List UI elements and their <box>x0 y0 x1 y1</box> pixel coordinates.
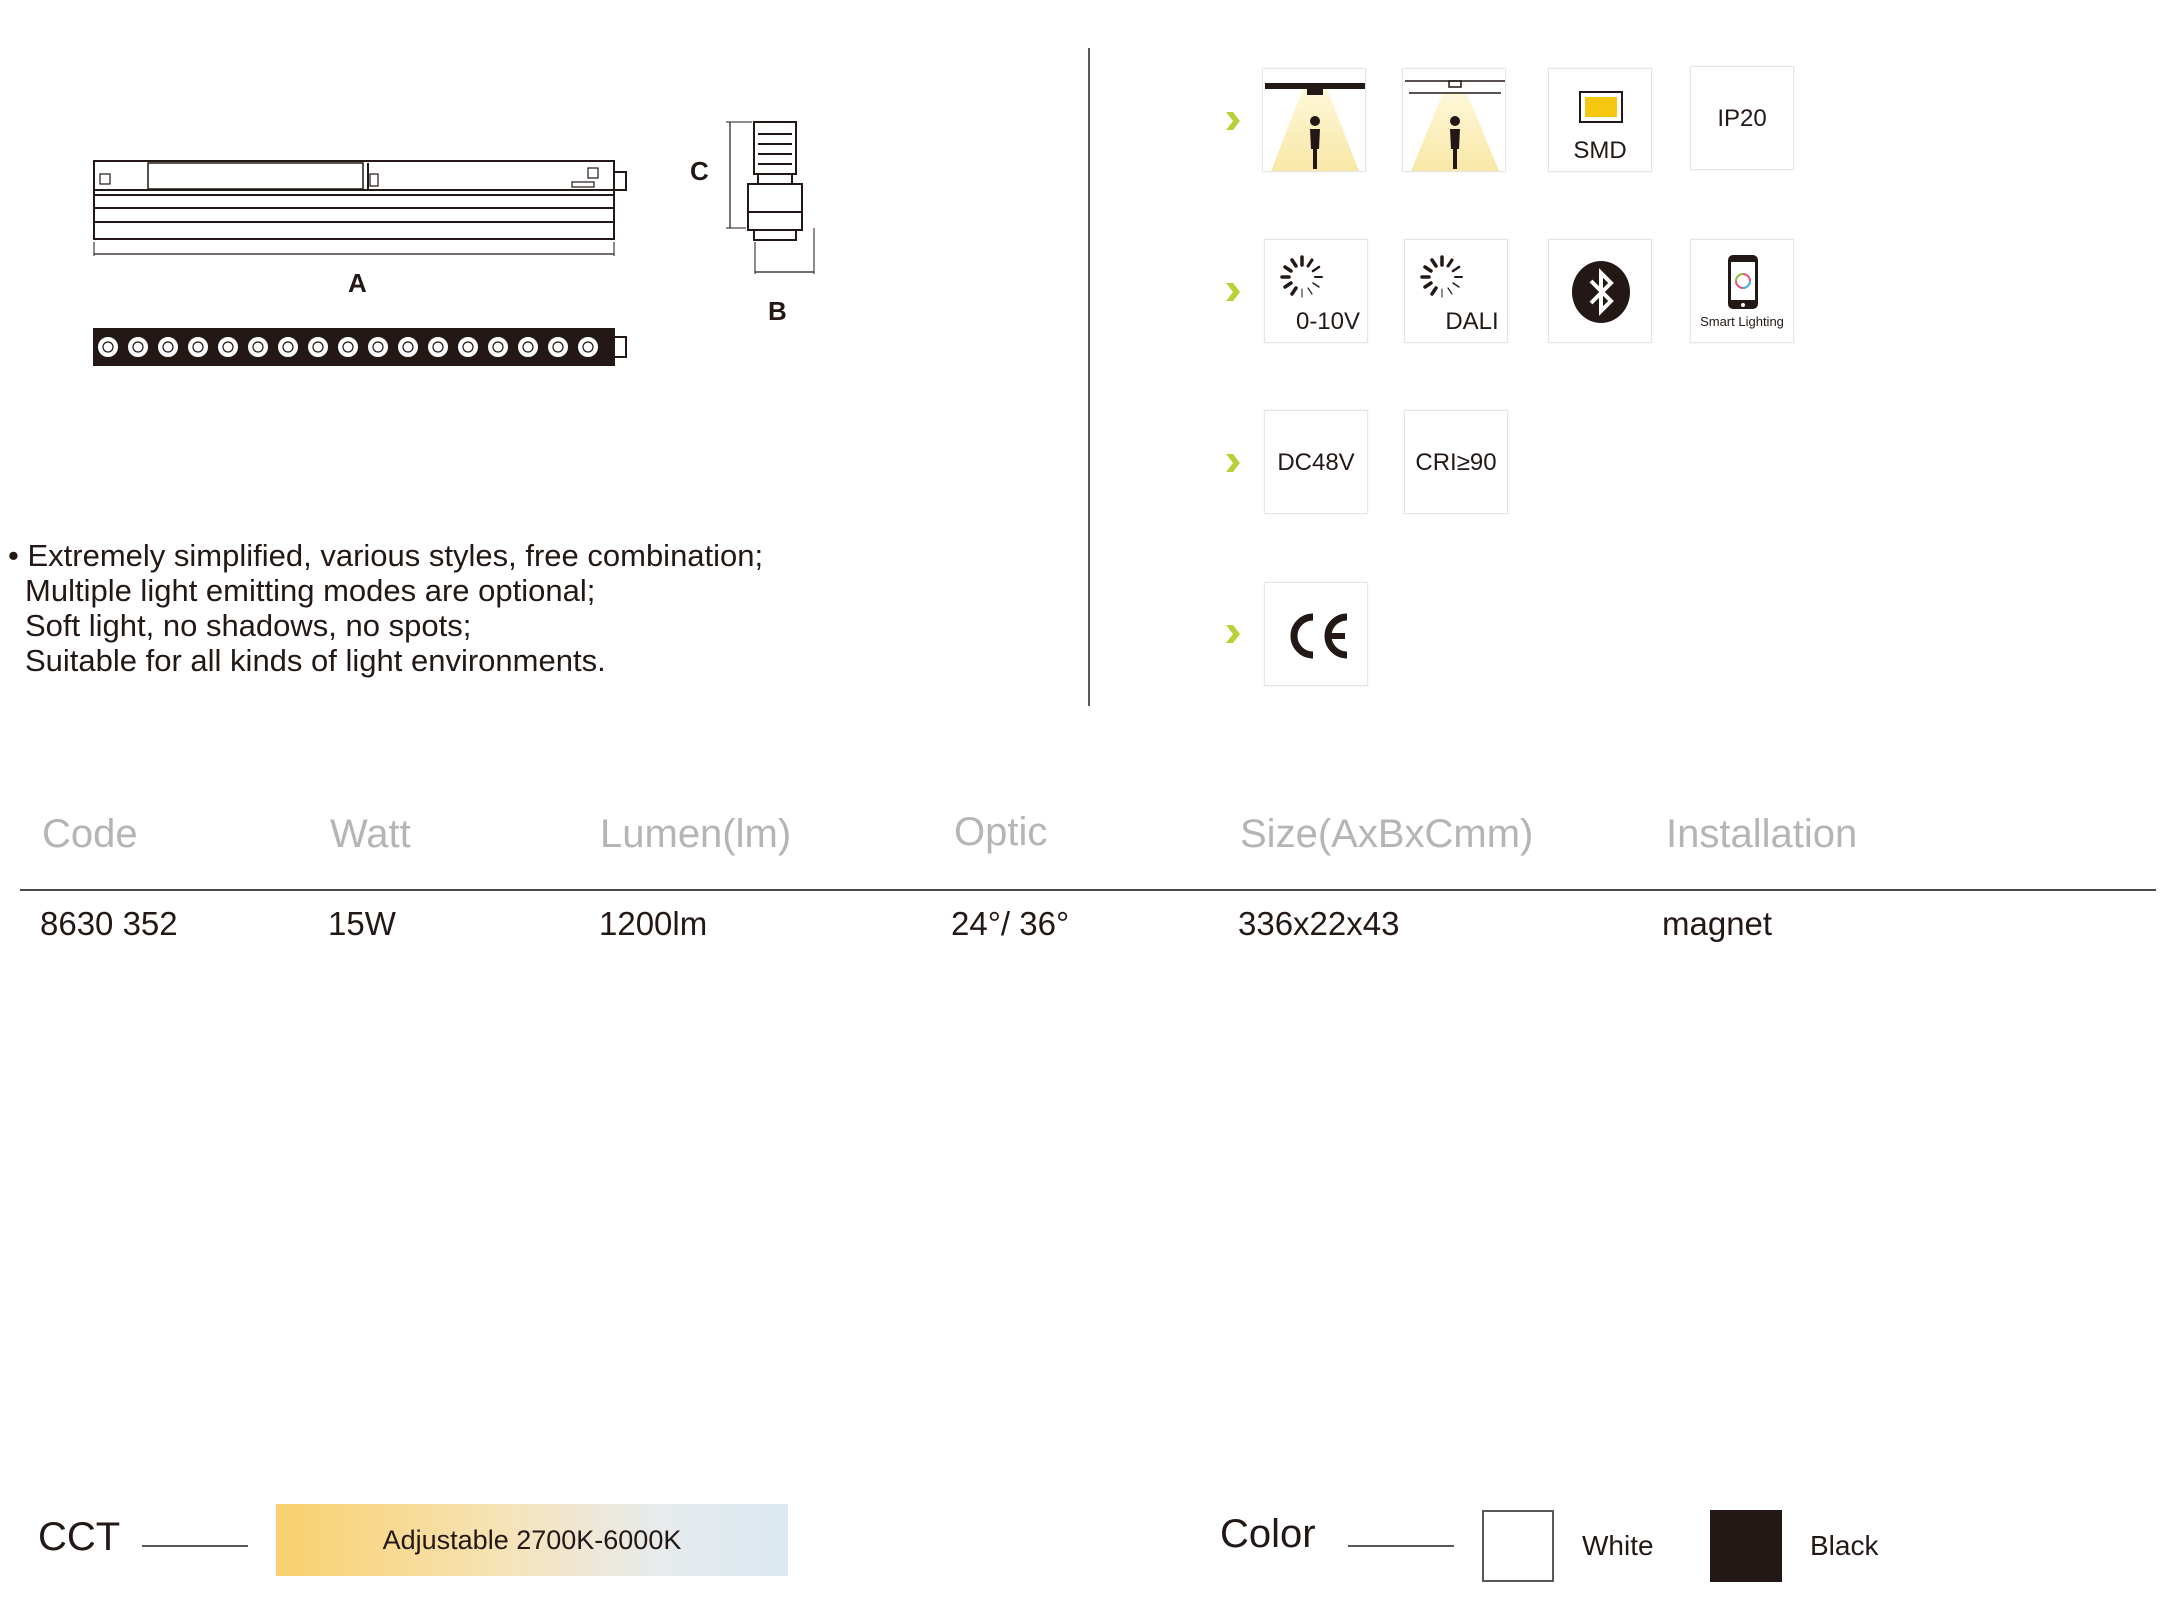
side-view-drawing <box>718 112 828 287</box>
arrow-icon <box>1226 454 1240 472</box>
dimension-label-a: A <box>348 268 367 298</box>
smart-lighting-label: Smart Lighting <box>1700 314 1784 329</box>
ce-mark-icon <box>1264 582 1368 686</box>
cell-optic: 24°/ 36° <box>951 905 1070 942</box>
cct-value: Adjustable 2700K-6000K <box>382 1524 682 1555</box>
dimming-icon <box>1417 252 1467 302</box>
arrow-icon <box>1226 283 1240 301</box>
smd-label: SMD <box>1573 137 1627 164</box>
header-lumen: Lumen(lm) <box>600 812 792 856</box>
vertical-divider <box>1088 48 1090 706</box>
arrow-icon <box>1226 112 1240 130</box>
ip20-icon <box>1690 66 1794 170</box>
dimming-0-10v-icon <box>1264 239 1368 343</box>
cell-size: 336x22x43 <box>1238 905 1400 942</box>
dimming-dali-label: DALI <box>1445 308 1499 335</box>
front-view-drawing <box>88 150 638 270</box>
smd-icon <box>1548 68 1652 172</box>
smart-lighting-icon <box>1690 239 1794 343</box>
cell-lumen: 1200lm <box>599 905 708 942</box>
color-label: Color <box>1220 1512 1316 1556</box>
dimming-dali-icon <box>1404 239 1508 343</box>
bluetooth-icon <box>1548 239 1652 343</box>
dimension-label-c: C <box>690 156 709 186</box>
description-line-3: Soft light, no shadows, no spots; <box>25 608 472 643</box>
description-line-2: Multiple light emitting modes are optional; <box>25 573 596 608</box>
cell-code: 8630 352 <box>40 905 178 942</box>
cell-installation: magnet <box>1662 905 1773 942</box>
cri-icon <box>1404 410 1508 514</box>
header-optic: Optic <box>954 810 1048 854</box>
white-swatch <box>1482 1510 1554 1582</box>
header-size: Size(AxBxCmm) <box>1240 812 1534 856</box>
dimming-0-10v-label: 0-10V <box>1295 308 1361 335</box>
cct-rule <box>142 1545 248 1547</box>
description-line-4: Suitable for all kinds of light environments. <box>25 643 606 678</box>
dc48v-icon <box>1264 410 1368 514</box>
header-installation: Installation <box>1666 812 1858 856</box>
track-mount-icon <box>1262 68 1366 172</box>
table-divider <box>20 889 2156 891</box>
white-label: White <box>1582 1530 1654 1561</box>
dimension-label-b: B <box>768 296 787 326</box>
color-rule <box>1348 1545 1454 1547</box>
dimming-icon <box>1277 252 1327 302</box>
black-swatch <box>1710 1510 1782 1582</box>
arrow-icon <box>1226 625 1240 643</box>
cri-label: CRI≥90 <box>1415 449 1497 476</box>
bullet: • <box>8 538 19 573</box>
header-code: Code <box>42 812 138 856</box>
feature-description <box>8 538 763 678</box>
header-watt: Watt <box>330 812 411 856</box>
suspended-mount-icon <box>1402 68 1506 172</box>
bottom-view-drawing <box>88 325 638 370</box>
cct-label: CCT <box>38 1515 121 1559</box>
ip-rating-label: IP20 <box>1717 105 1767 132</box>
smartphone-icon <box>1727 254 1759 310</box>
cell-watt: 15W <box>328 905 396 942</box>
black-label: Black <box>1810 1530 1879 1561</box>
cct-gradient-bar <box>276 1504 788 1576</box>
voltage-label: DC48V <box>1277 449 1355 476</box>
description-line-1: • Extremely simplified, various styles, free combination; <box>8 538 764 573</box>
